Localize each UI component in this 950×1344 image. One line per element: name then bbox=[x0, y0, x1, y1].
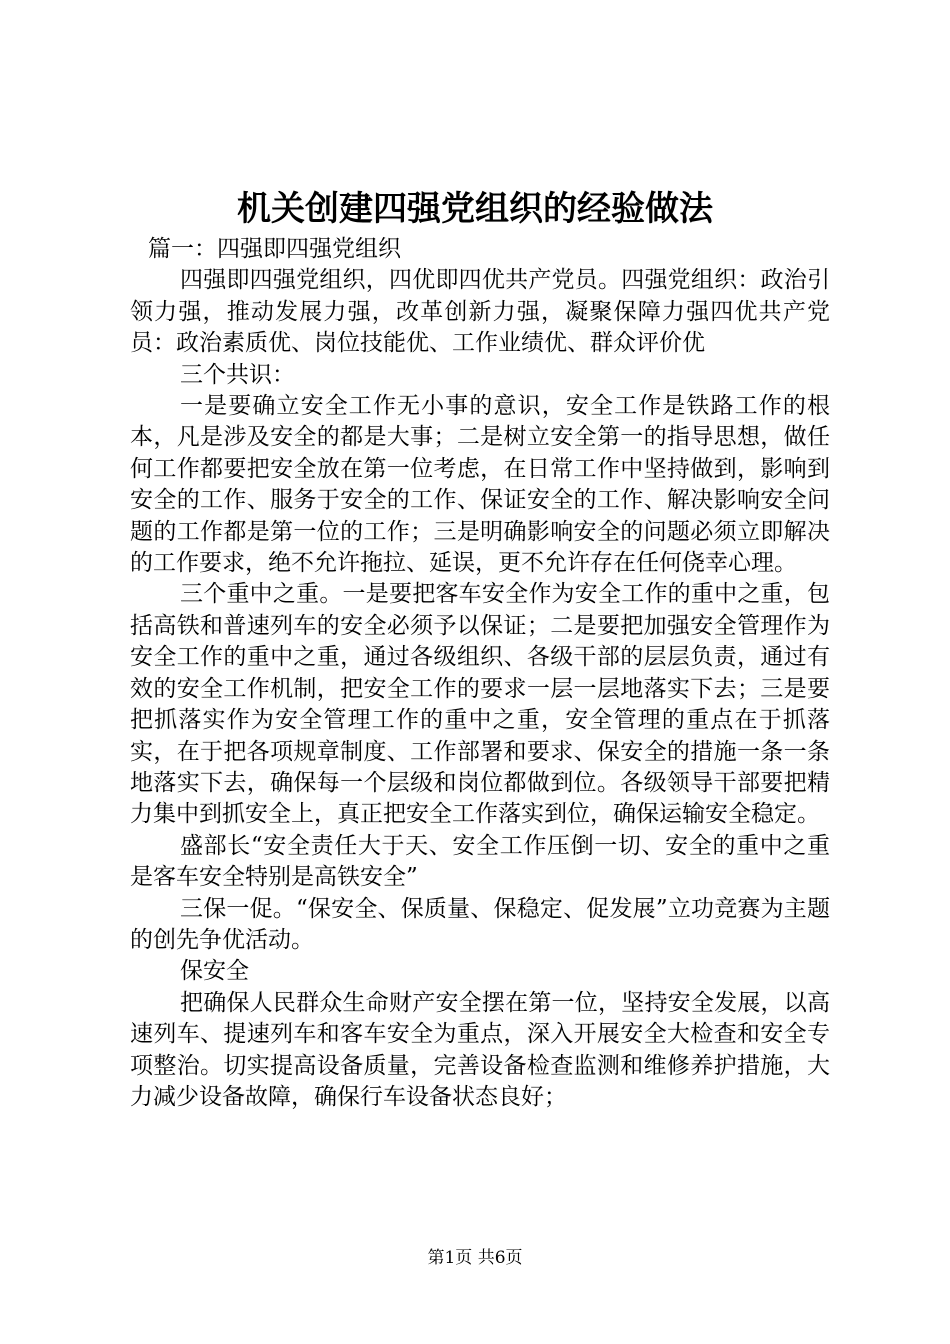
page-footer: 第1页 共6页 bbox=[427, 1248, 523, 1268]
document-title: 机关创建四强党组织的经验做法 bbox=[237, 189, 713, 229]
paragraph: 三个重中之重。一是要把客车安全作为安全工作的重中之重，包括高铁和普速列车的安全必须予以保证；二是要把加强安全管理作为安全工作的重中之重，通过各级组织、各级干部的层层负责，通过有效的安全工作机制，把安全工作的要求一层一层地落实下去；三是要把抓落实作为安全管理工作的重中之重，安全管理的重点在于抓落实，在于把各项规章制度、工作部署和要求、保安全的措施一条一条地落实下去，确保每一个层级和岗位都做到位。各级领导干部要把精力集中到抓安全上，真正把安全工作落实到位，确保运输安全稳定。 bbox=[130, 581, 830, 828]
document-body bbox=[130, 234, 830, 1113]
paragraph: 盛部长“安全责任大于天、安全工作压倒一切、安全的重中之重是客车安全特别是高铁安全” bbox=[130, 832, 830, 891]
paragraph: 把确保人民群众生命财产安全摆在第一位，坚持安全发展，以高速列车、提速列车和客车安全为重点，深入开展安全大检查和安全专项整治。切实提高设备质量，完善设备检查监测和维修养护措施，大力减少设备故障，确保行车设备状态良好； bbox=[130, 989, 830, 1110]
paragraph: 三个共识： bbox=[180, 361, 295, 388]
paragraph: 三保一促。“保安全、保质量、保稳定、促发展”立功竞赛为主题的创先争优活动。 bbox=[130, 895, 830, 953]
paragraph: 保安全 bbox=[180, 958, 249, 985]
paragraph: 四强即四强党组织，四优即四优共产党员。四强党组织：政治引领力强，推动发展力强，改革创新力强，凝聚保障力强四优共产党员：政治素质优、岗位技能优、工作业绩优、群众评价优 bbox=[130, 267, 830, 357]
paragraph: 一是要确立安全工作无小事的意识，安全工作是铁路工作的根本，凡是涉及安全的都是大事；二是树立安全第一的指导思想，做任何工作都要把安全放在第一位考虑，在日常工作中坚持做到，影响到安全的工作、服务于安全的工作、保证安全的工作、解决影响安全问题的工作都是第一位的工作；三是明确影响安全的问题必须立即解决的工作要求，绝不允许拖拉、延误，更不允许存在任何侥幸心理。 bbox=[130, 393, 830, 577]
section-heading: 篇一：四强即四强党组织 bbox=[148, 236, 401, 262]
